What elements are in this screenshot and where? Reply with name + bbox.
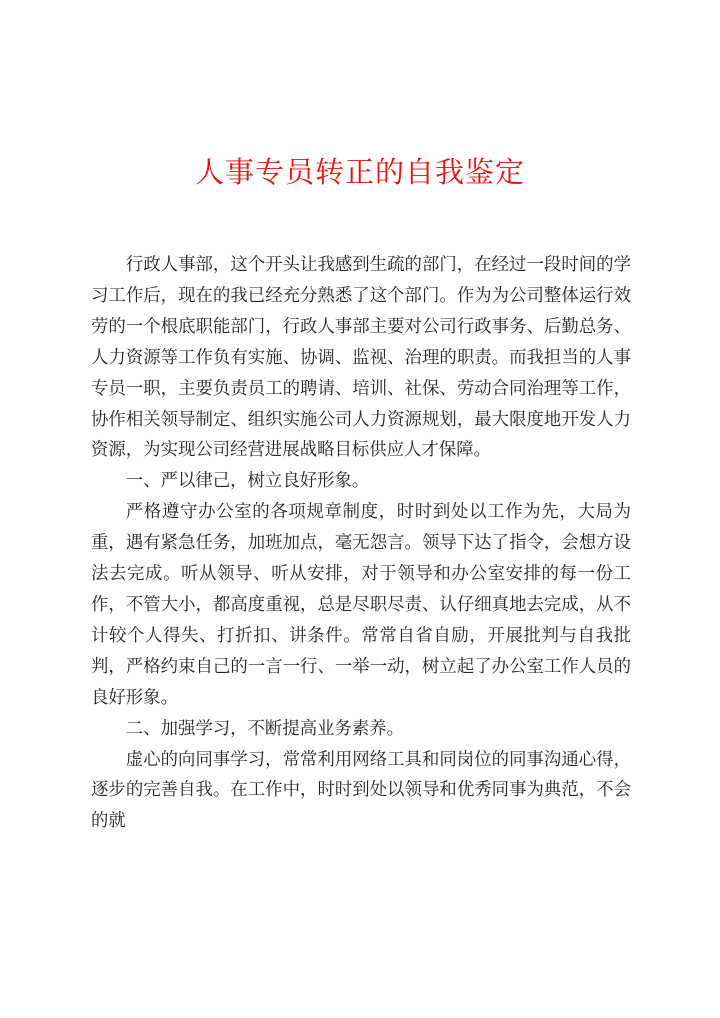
document-body [91, 250, 631, 837]
paragraph-intro: 行政人事部，这个开头让我感到生疏的部门，在经过一段时间的学习工作后，现在的我已经充分熟悉了这个部门。作为为公司整体运行效劳的一个根底职能部门，行政人事部主要对公司行政事务、后勤总务、人力资源等工作负有实施、协调、监视、治理的职责。而我担当的人事专员一职，主要负责员工的聘请、培训、社保、劳动合同治理等工作，协作相关领导制定、组织实施公司人力资源规划，最大限度地开发人力资源，为实现公司经营进展战略目标供应人才保障。 [91, 255, 631, 461]
paragraph-section-2: 虚心的向同事学习，常常利用网络工具和同岗位的同事沟通心得，逐步的完善自我。在工作中，时时到处以领导和优秀同事为典范，不会的就 [91, 749, 631, 832]
document-title: 人事专员转正的自我鉴定 [194, 155, 525, 189]
paragraph-section-1: 严格遵守办公室的各项规章制度，时时到处以工作为先，大局为重，遇有紧急任务，加班加点，毫无怨言。领导下达了指令，会想方设法去完成。听从领导、听从安排，对于领导和办公室安排的每一份工作，不管大小，都高度重视，总是尽职尽责、认仔细真地去完成，从不计较个人得失、打折扣、讲条件。常常自省自励，开展批判与自我批判，严格约束自己的一言一行、一举一动，树立起了办公室工作人员的良好形象。 [91, 502, 631, 708]
section-heading-1: 一、严以律己，树立良好形象。 [125, 471, 370, 492]
section-heading-2: 二、加强学习，不断提高业务素养。 [125, 718, 405, 739]
